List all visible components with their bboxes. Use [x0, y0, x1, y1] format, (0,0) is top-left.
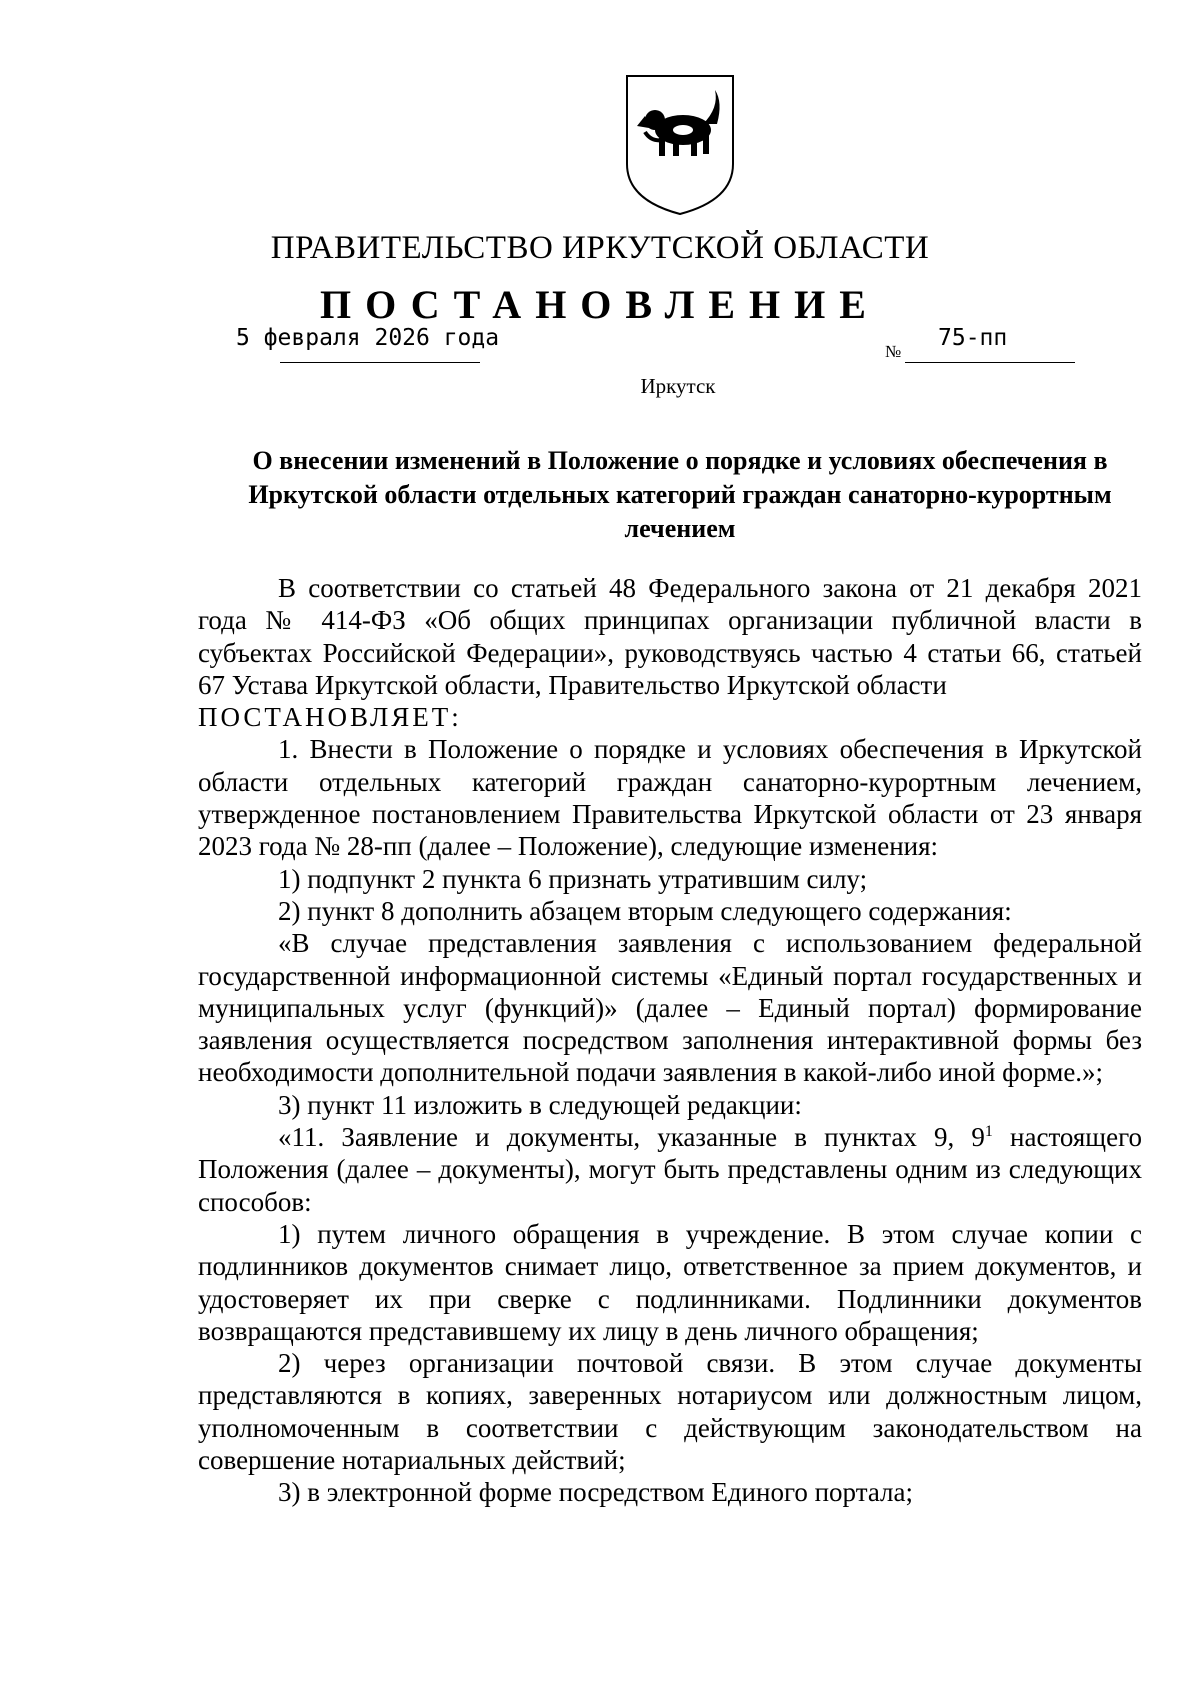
quote-11-text-a: «11. Заявление и документы, указанные в пунктах 9, 9 [278, 1122, 985, 1153]
method-2-paragraph: 2) через организации почтовой связи. В этом случае документы представляются в копиях, заверенных нотариусом или должностным лицом, уполномоченным в соответствии с действующим законодательством на совершение нотариальных действий; [198, 1348, 1142, 1476]
organization-name: ПРАВИТЕЛЬСТВО ИРКУТСКОЙ ОБЛАСТИ [270, 230, 930, 266]
number-sign: № [885, 342, 902, 361]
number-underline [905, 362, 1075, 363]
preamble-paragraph: В соответствии со статьей 48 Федерального закона от 21 декабря 2021 года № 414-ФЗ «Об общих принципах организации публичной власти в субъектах Российской Федерации», руководствуясь частью 4 статьи 66, статьей 67 Устава Иркутской области, Правительство Иркутской области [198, 573, 1142, 700]
quote-11-superscript: 1 [984, 1123, 993, 1141]
quote-paragraph-11 [198, 1121, 1142, 1218]
paragraph-1: 1. Внести в Положение о порядке и условиях обеспечения в Иркутской области отдельных категорий граждан санаторно-курортным лечением, утвержденное постановлением Правительства Иркутской области от 23 января 2023 года № 28-пп (далее – Положение), следующие изменения: [198, 734, 1142, 862]
babr-figure-icon [637, 90, 720, 156]
paragraph-1-3: 3) пункт 11 изложить в следующей редакции: [278, 1089, 802, 1120]
paragraph-1-2: 2) пункт 8 дополнить абзацем вторым следующего содержания: [278, 895, 1012, 926]
document-number: 75-пп [938, 325, 1008, 351]
date-underline [280, 362, 480, 363]
document-body [198, 572, 1142, 1509]
document-type: ПОСТАНОВЛЕНИЕ [320, 282, 880, 327]
coat-of-arms-emblem [621, 68, 739, 218]
method-3-paragraph: 3) в электронной форме посредством Единого портала; [278, 1477, 914, 1508]
method-1-paragraph: 1) путем личного обращения в учреждение. В этом случае копии с подлинников документов снимает лицо, ответственное за прием документов, и удостоверяет их при сверке с подлинниками. Подлинники документов возвращаются представившему их лицу в день личного обращения; [198, 1218, 1142, 1346]
document-date: 5 февраля 2026 года [236, 325, 500, 351]
paragraph-1-1: 1) подпункт 2 пункта 6 признать утратившим силу; [278, 863, 868, 894]
quote-11-text-b: настоящего Положения (далее – документы), могут быть представлены одним из следующих способов: [198, 1122, 1142, 1217]
quote-paragraph-8: «В случае представления заявления с использованием федеральной государственной информационной системы «Единый портал государственных и муниципальных услуг (функций)» (далее – Единый портал) формирование заявления осуществляется посредством заполнения интерактивной формы без необходимости дополнительной подачи заявления в какой-либо иной форме.»; [198, 928, 1142, 1088]
decree-word: ПОСТАНОВЛЯЕТ: [198, 702, 462, 733]
city-name: Иркутск [640, 374, 716, 398]
document-title: О внесении изменений в Положение о порядке и условиях обеспечения в Иркутской области отдельных категорий граждан санаторно-курортным лечением [248, 446, 1112, 543]
